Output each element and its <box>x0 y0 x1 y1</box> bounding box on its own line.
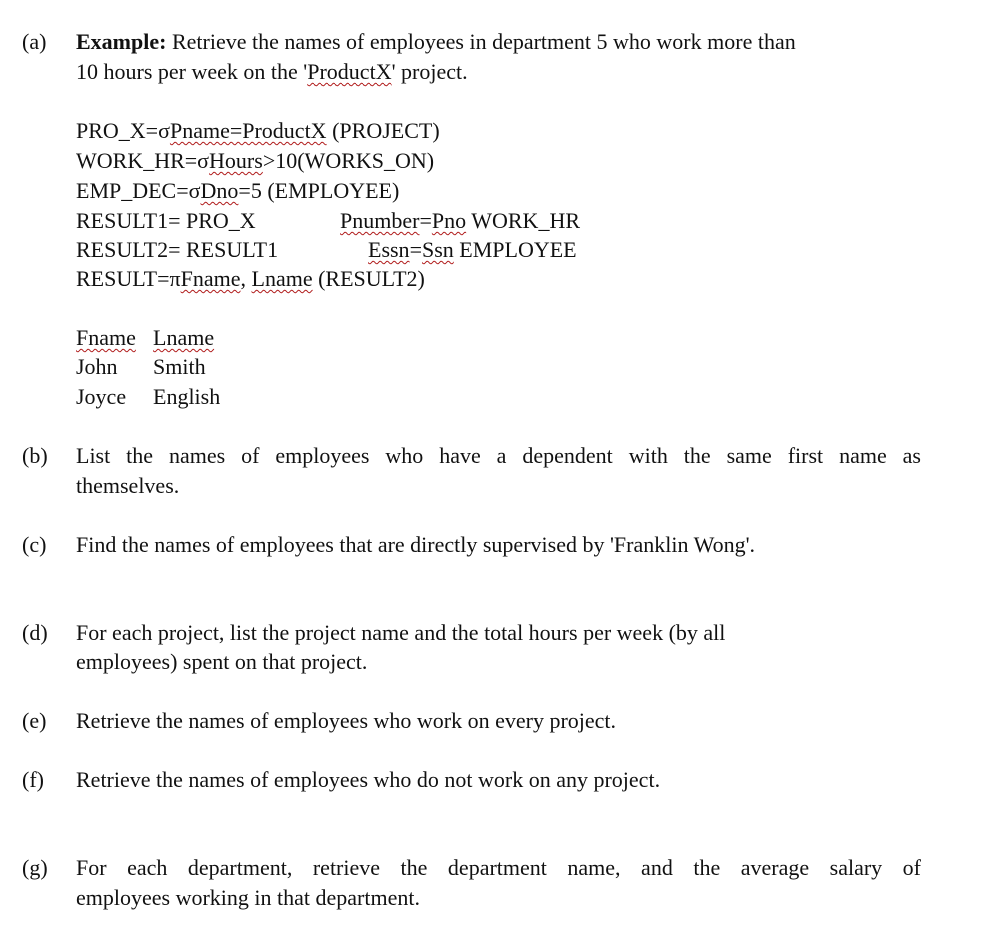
algebra-line-4-left: RESULT1= PRO_X <box>76 208 256 233</box>
text-fragment: = <box>409 237 422 262</box>
question-e-text: Retrieve the names of employees who work on every project. <box>76 708 617 733</box>
text-fragment: ' project. <box>391 59 468 84</box>
spellcheck-word: Fname <box>180 266 241 291</box>
spellcheck-word: Essn <box>368 237 410 262</box>
text-fragment: (PROJECT) <box>326 118 440 143</box>
question-c-text: Find the names of employees that are directly supervised by 'Franklin Wong'. <box>76 532 756 557</box>
question-d-text: For each project, list the project name and the total hours per week (by all <box>76 620 726 645</box>
spellcheck-word: Hours <box>209 148 263 173</box>
question-f-label: (f) <box>22 767 44 792</box>
algebra-line-2 <box>76 146 434 176</box>
spellcheck-word: Lname <box>251 266 313 291</box>
table-cell: English <box>153 384 221 409</box>
result-table-header <box>76 323 214 353</box>
question-c <box>22 530 755 560</box>
text-fragment: WORK_HR=σ <box>76 148 210 173</box>
algebra-line-3 <box>76 176 399 206</box>
question-f-text: Retrieve the names of employees who do not work on any project. <box>76 767 661 792</box>
text-fragment: EMP_DEC=σ <box>76 178 201 203</box>
question-c-label: (c) <box>22 532 47 557</box>
spellcheck-word: Pname=ProductX <box>169 118 327 143</box>
table-header: Fname <box>76 325 136 350</box>
table-cell: Joyce <box>76 384 127 409</box>
spellcheck-word: Pnumber <box>340 208 420 233</box>
algebra-line-4-right <box>340 206 580 236</box>
text-fragment: (RESULT2) <box>312 266 425 291</box>
text-fragment: >10(WORKS_ON) <box>262 148 435 173</box>
question-f <box>22 765 660 795</box>
question-e-label: (e) <box>22 708 47 733</box>
algebra-line-5-right <box>368 235 577 265</box>
example-heading: Example: <box>76 29 167 54</box>
table-row <box>76 352 206 382</box>
table-cell: Smith <box>153 354 206 379</box>
question-b-text: List the names of employees who have a dependent with the same first name as <box>76 443 921 468</box>
question-g-label: (g) <box>22 855 48 880</box>
spellcheck-word: Ssn <box>421 237 454 262</box>
question-d-line1 <box>22 618 725 648</box>
spellcheck-word: ProductX <box>307 59 392 84</box>
question-b-line2: themselves. <box>76 473 180 498</box>
question-b-label: (b) <box>22 443 48 468</box>
table-header: Lname <box>153 325 215 350</box>
text-fragment: WORK_HR <box>466 208 581 233</box>
question-g-line2: employees working in that department. <box>76 885 420 910</box>
text-fragment: 10 hours per week on the ' <box>76 59 308 84</box>
table-cell: John <box>76 354 118 379</box>
spellcheck-word: Pno <box>431 208 467 233</box>
question-d-line2: employees) spent on that project. <box>76 649 368 674</box>
text-fragment: RESULT=π <box>76 266 181 291</box>
table-row <box>76 382 220 412</box>
question-a-label: (a) <box>22 29 47 54</box>
question-g-text: For each department, retrieve the department name, and the average salary of <box>76 855 921 880</box>
algebra-line-6 <box>76 264 425 294</box>
question-a-line1 <box>22 27 796 57</box>
question-a-line2 <box>76 57 468 87</box>
text-fragment: EMPLOYEE <box>453 237 577 262</box>
text-fragment: =5 (EMPLOYEE) <box>238 178 400 203</box>
text-fragment: , <box>240 266 252 291</box>
text-fragment: = <box>419 208 432 233</box>
question-a-text: Retrieve the names of employees in department 5 who work more than <box>166 29 796 54</box>
algebra-line-5-left: RESULT2= RESULT1 <box>76 237 279 262</box>
text-fragment: PRO_X=σ <box>76 118 170 143</box>
spellcheck-word: Dno <box>200 178 239 203</box>
question-e <box>22 706 616 736</box>
question-d-label: (d) <box>22 620 48 645</box>
algebra-line-1 <box>76 116 440 146</box>
question-g-line1 <box>22 853 921 883</box>
question-b-line1 <box>22 441 921 471</box>
